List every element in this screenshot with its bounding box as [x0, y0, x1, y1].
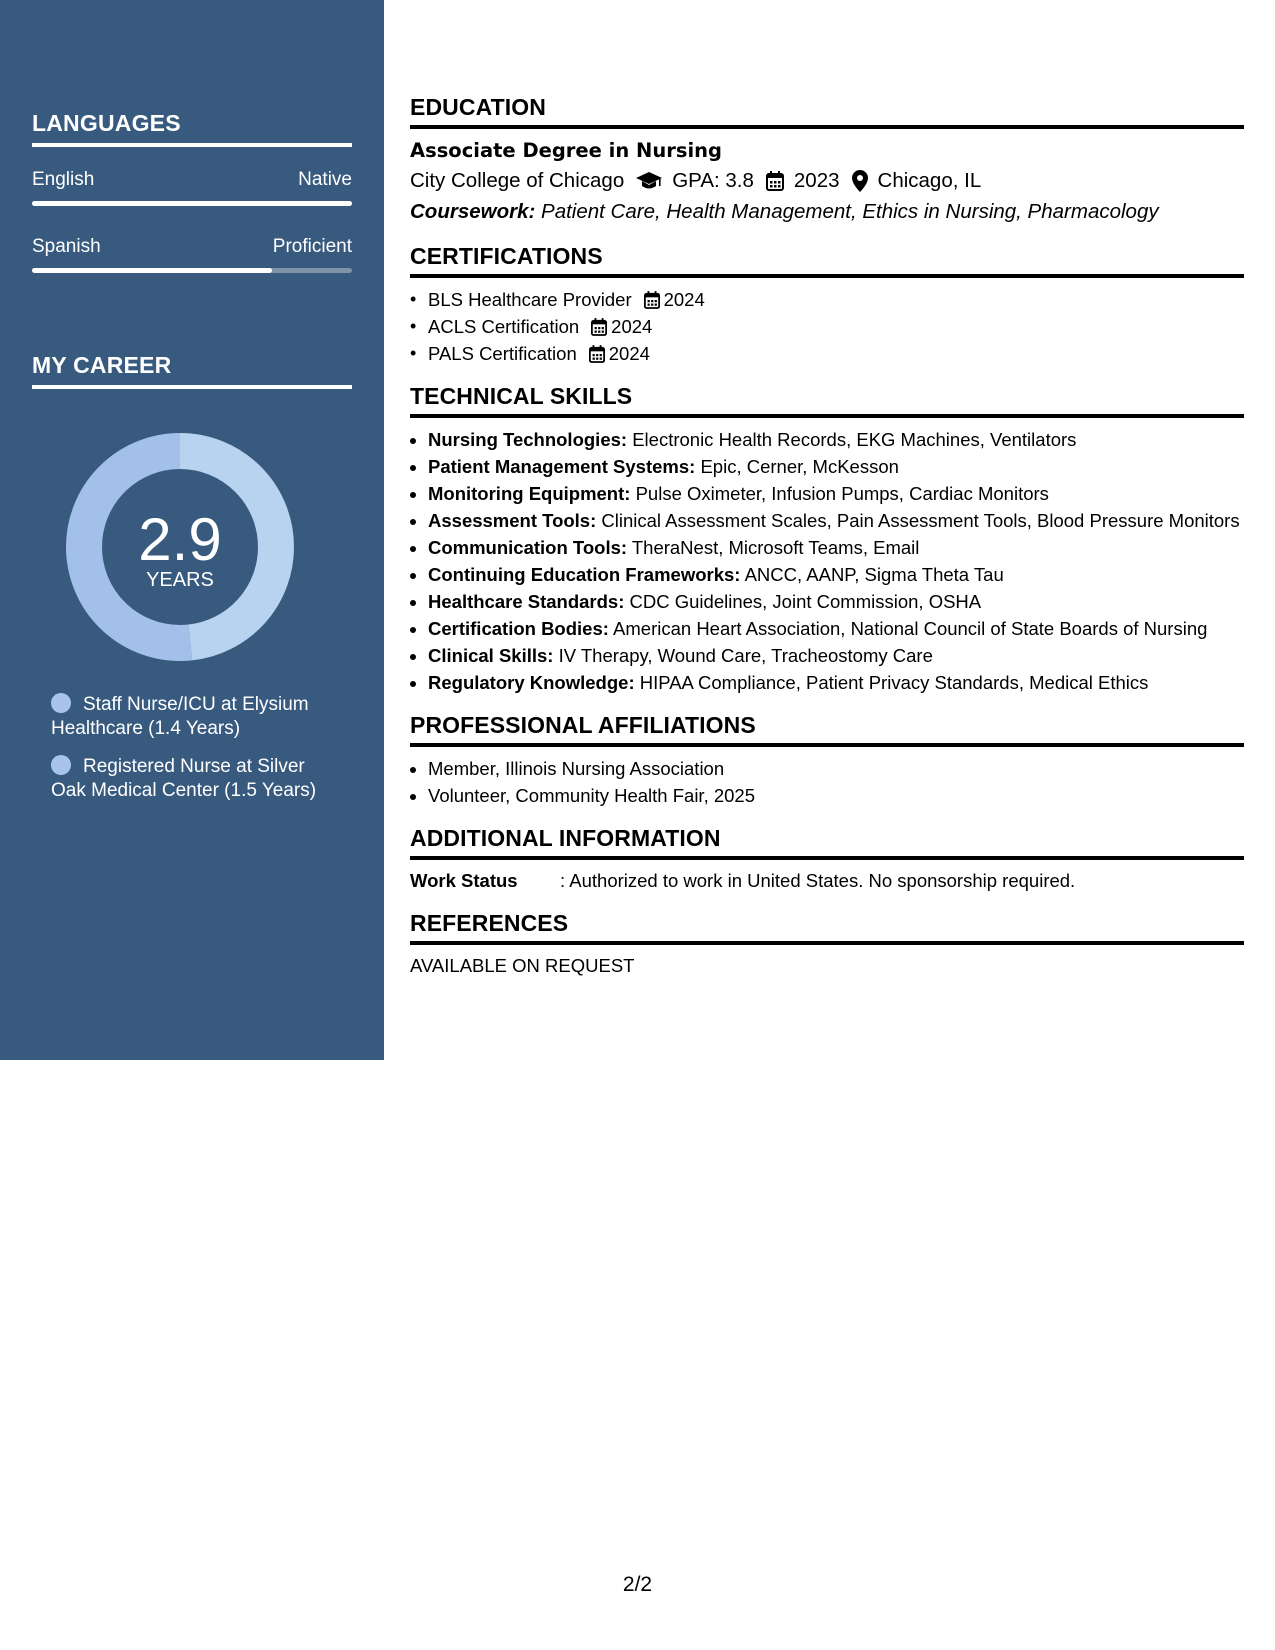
language-proficiency-fill — [32, 201, 352, 206]
career-legend-label: Registered Nurse at Silver Oak Medical Center (1.5 Years) — [51, 756, 317, 801]
additional-info-heading: ADDITIONAL INFORMATION — [410, 825, 1244, 860]
legend-dot-icon — [51, 755, 71, 775]
affiliations-list — [410, 755, 1244, 809]
gpa-value: GPA: 3.8 — [672, 169, 754, 192]
skill-item — [428, 615, 1244, 642]
skill-category: Certification Bodies: — [428, 618, 609, 639]
calendar-icon — [589, 345, 605, 363]
certification-item — [428, 313, 1244, 340]
graduation-year: 2023 — [793, 169, 840, 192]
career-legend-label: Staff Nurse/ICU at Elysium Healthcare (1.4 Years) — [51, 694, 309, 739]
certification-year: 2024 — [608, 343, 650, 364]
calendar-icon — [591, 318, 607, 336]
skill-item — [428, 534, 1244, 561]
work-status-row — [410, 868, 1244, 894]
affiliations-section — [410, 712, 1244, 809]
coursework-label: Coursework: — [410, 200, 536, 223]
skill-values: Clinical Assessment Scales, Pain Assessment Tools, Blood Pressure Monitors — [601, 510, 1240, 531]
language-proficiency-bar — [32, 268, 352, 273]
school-name: City College of Chicago — [410, 169, 625, 192]
skill-category: Monitoring Equipment: — [428, 483, 631, 504]
skill-values: ANCC, AANP, Sigma Theta Tau — [744, 564, 1004, 585]
career-legend-item — [51, 755, 341, 803]
certification-year: 2024 — [663, 289, 705, 310]
certification-item — [428, 340, 1244, 367]
skill-values: IV Therapy, Wound Care, Tracheostomy Care — [558, 645, 933, 666]
certification-item — [428, 286, 1244, 313]
language-level: Native — [298, 169, 352, 190]
certification-name: • PALS Certification — [428, 343, 577, 364]
skill-category: Healthcare Standards: — [428, 591, 625, 612]
skill-category: Patient Management Systems: — [428, 456, 696, 477]
skill-values: Epic, Cerner, McKesson — [700, 456, 899, 477]
skill-values: HIPAA Compliance, Patient Privacy Standards, Medical Ethics — [639, 672, 1149, 693]
additional-info-section — [410, 825, 1244, 894]
language-item-spanish — [32, 236, 352, 273]
coursework — [410, 197, 1244, 227]
technical-skills-section — [410, 383, 1244, 696]
sidebar — [0, 0, 384, 1060]
calendar-icon — [644, 291, 660, 309]
skill-category: Regulatory Knowledge: — [428, 672, 635, 693]
certifications-list — [410, 286, 1244, 367]
calendar-icon — [766, 171, 784, 191]
career-heading: MY CAREER — [32, 352, 352, 389]
language-name: English — [32, 169, 95, 190]
skill-values: Electronic Health Records, EKG Machines, Ventilators — [632, 429, 1077, 450]
skill-item — [428, 588, 1244, 615]
skill-item — [428, 453, 1244, 480]
career-legend-item — [51, 693, 341, 741]
work-status-value: : Authorized to work in United States. No sponsorship required. — [560, 870, 1076, 891]
language-name: Spanish — [32, 236, 101, 257]
work-status-label: Work Status — [410, 870, 518, 891]
affiliation-item: • Member, Illinois Nursing Association — [428, 755, 1244, 782]
skill-item — [428, 426, 1244, 453]
language-level: Proficient — [272, 236, 352, 257]
skill-values: CDC Guidelines, Joint Commission, OSHA — [629, 591, 982, 612]
career-donut-chart — [66, 433, 294, 661]
skill-item — [428, 480, 1244, 507]
skill-category: Clinical Skills: — [428, 645, 554, 666]
skill-category: Nursing Technologies: — [428, 429, 628, 450]
certification-name: • BLS Healthcare Provider — [428, 289, 632, 310]
references-section — [410, 910, 1244, 979]
legend-dot-icon — [51, 693, 71, 713]
education-section — [410, 94, 1244, 227]
education-heading: EDUCATION — [410, 94, 1244, 129]
page-number: 2/2 — [622, 1573, 653, 1596]
skill-category: Continuing Education Frameworks: — [428, 564, 741, 585]
school-location: Chicago, IL — [877, 169, 982, 192]
main-content — [410, 94, 1244, 995]
references-text: AVAILABLE ON REQUEST — [410, 955, 635, 976]
skill-item — [428, 509, 1244, 532]
skill-values: TheraNest, Microsoft Teams, Email — [631, 537, 920, 558]
languages-section — [32, 110, 352, 273]
skill-item — [428, 561, 1244, 588]
affiliations-heading: PROFESSIONAL AFFILIATIONS — [410, 712, 1244, 747]
career-total-unit: YEARS — [146, 569, 214, 591]
map-pin-icon — [852, 170, 868, 192]
graduation-cap-icon — [636, 172, 662, 190]
certifications-heading: CERTIFICATIONS — [410, 243, 1244, 278]
skill-item — [428, 642, 1244, 669]
language-proficiency-fill — [32, 268, 272, 273]
skill-category: Communication Tools: — [428, 537, 628, 558]
language-item-english — [32, 169, 352, 206]
language-proficiency-bar — [32, 201, 352, 206]
skill-values: Pulse Oximeter, Infusion Pumps, Cardiac Monitors — [635, 483, 1049, 504]
affiliation-item: • Volunteer, Community Health Fair, 2025 — [428, 782, 1244, 809]
degree-title: Associate Degree in Nursing — [410, 139, 722, 162]
career-section — [32, 352, 352, 389]
certification-year: 2024 — [611, 316, 653, 337]
languages-heading: LANGUAGES — [32, 110, 352, 147]
certification-name: • ACLS Certification — [428, 316, 580, 337]
skill-category: Assessment Tools: — [428, 510, 597, 531]
career-legend — [51, 693, 341, 817]
technical-skills-heading: TECHNICAL SKILLS — [410, 383, 1244, 418]
skills-list — [410, 426, 1244, 696]
skill-values: American Heart Association, National Council of State Boards of Nursing — [613, 618, 1208, 639]
coursework-value: Patient Care, Health Management, Ethics in Nursing, Pharmacology — [541, 200, 1159, 223]
skill-item — [428, 669, 1244, 696]
references-heading: REFERENCES — [410, 910, 1244, 945]
education-meta — [410, 165, 1244, 197]
certifications-section — [410, 243, 1244, 367]
career-total-value: 2.9 — [138, 506, 222, 573]
